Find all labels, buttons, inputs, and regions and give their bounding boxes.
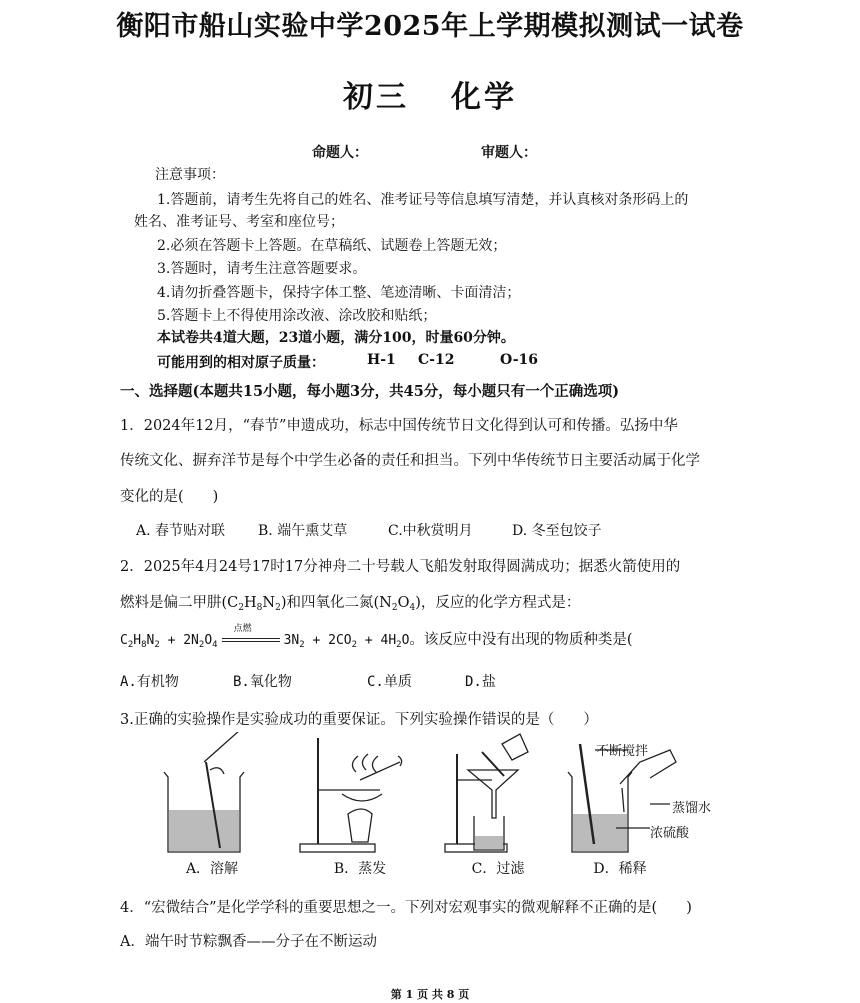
q1-option-a: A. 春节贴对联 <box>136 523 226 539</box>
q2-option-a: A.有机物 <box>120 674 179 690</box>
label-conc-sulfuric-acid: 浓硫酸 <box>650 826 690 841</box>
q2-option-b: B.氧化物 <box>233 674 292 690</box>
caption-c: C．过滤 <box>471 861 525 877</box>
q1-line-2: 传统文化、摒弃洋节是每个中学生必备的责任和担当。下列中华传统节日主要活动属于化学 <box>120 453 700 469</box>
note-line-3: 3.答题时，请考生注意答题要求。 <box>157 261 367 277</box>
note-line-2: 2.必须在答题卡上答题。在草稿纸、试题卷上答题无效； <box>157 238 507 254</box>
exam-subject-line <box>0 72 860 116</box>
figure-a-dissolving <box>164 732 244 852</box>
q1-line-3: 变化的是( ) <box>120 489 219 505</box>
atomic-mass-o: O-16 <box>500 352 539 368</box>
reaction-condition: 点燃 <box>233 624 252 634</box>
atomic-mass-h: H-1 <box>367 352 396 368</box>
q2-line-2: 燃料是偏二甲肼$(C_2H_8N_2)$和四氧化二氮$(N_2O_4)$，反应的化学方程式是： <box>120 595 581 613</box>
q1-option-d: D. 冬至包饺子 <box>512 523 602 539</box>
q3-text: 3.正确的实验操作是实验成功的重要保证。下列实验操作错误的是（ ） <box>120 712 598 728</box>
q1-option-c: C.中秋赏明月 <box>388 523 473 539</box>
section-1-heading: 一、选择题(本题共15小题，每小题3分，共45分，每小题只有一个正确选项) <box>120 383 620 400</box>
reaction-arrow <box>222 624 280 644</box>
q4-text: 4．“宏微结合”是化学学科的重要思想之一。下列对宏观事实的微观解释不正确的是( ) <box>120 900 692 916</box>
label-stirring: 不断搅拌 <box>596 744 649 759</box>
author-label: 命题人： <box>312 145 368 161</box>
q2-option-d: D.盐 <box>465 674 496 690</box>
q2-line-1: 2．2025年4月24号17时17分神舟二十号载人飞船发射取得圆满成功；据悉火箭使用的 <box>120 559 681 575</box>
note-line-5: 5.答题卡上不得使用涂改液、涂改胶和贴纸； <box>157 308 437 324</box>
figure-c-filtration <box>445 734 528 852</box>
caption-d: D．稀释 <box>593 861 647 877</box>
exam-summary: 本试卷共4道大题，23道小题，满分100，时量60分钟。 <box>157 330 515 346</box>
page-number: 第 1 页 共 8 页 <box>390 988 470 1001</box>
caption-a: A．溶解 <box>185 861 239 877</box>
note-line-1b: 姓名、准考证号、考室和座位号； <box>134 214 344 230</box>
note-line-1a: 1.答题前，请考生先将自己的姓名、准考证号等信息填写清楚，并认真核对条形码上的 <box>157 192 689 208</box>
caption-b: B．蒸发 <box>333 861 387 877</box>
q1-line-1: 1．2024年12月，“春节”申遗成功，标志中国传统节日文化得到认可和传播。弘扬中华 <box>120 418 678 434</box>
atomic-mass-c: C-12 <box>418 352 455 368</box>
note-line-4: 4.请勿折叠答题卡，保持字体工整、笔迹清晰、卡面清洁； <box>157 285 521 301</box>
exam-title: 衡阳市船山实验中学2025年上学期模拟测试一试卷 <box>116 11 744 42</box>
grade-label: 初三 <box>343 80 409 115</box>
figure-b-evaporation <box>300 738 402 852</box>
q2-equation: $C_2H_8N_2 + 2N_2O_4$ 点燃 $3N_2 + 2CO_2 + 4H_2O$。该反应中没有出现的物质种类是( <box>120 628 633 650</box>
reviewer-label: 审题人： <box>481 145 537 161</box>
q1-option-b: B. 端午熏艾草 <box>258 523 348 539</box>
q2-option-c: C.单质 <box>367 674 412 690</box>
q4-option-a: A．端午时节粽飘香——分子在不断运动 <box>120 934 377 950</box>
atomic-mass-label: 可能用到的相对原子质量： <box>157 355 325 371</box>
notes-heading: 注意事项： <box>155 167 225 183</box>
subject-label: 化学 <box>451 80 517 115</box>
label-distilled-water: 蒸馏水 <box>672 801 712 816</box>
